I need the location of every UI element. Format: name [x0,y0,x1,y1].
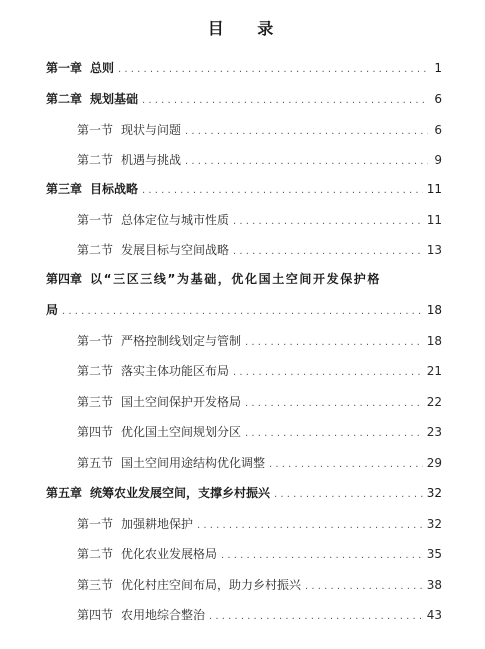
section-title: 优化农业发展格局 [121,547,218,561]
page-number: 21 [426,364,442,378]
page-number: 38 [426,578,442,592]
toc-section-5-3[interactable] [77,577,442,595]
section-title: 加强耕地保护 [121,517,194,531]
dot-leader [269,455,423,473]
toc-section-3-2[interactable] [77,242,442,260]
section-number: 第一节 [77,213,114,227]
page-number: 11 [426,213,442,227]
chapter-number: 第五章 [46,486,83,500]
section-number: 第二节 [77,243,114,257]
toc-section-4-2[interactable] [77,363,442,381]
toc-chapter-1[interactable] [46,60,442,78]
section-title: 严格控制线划定与管制 [121,334,242,348]
section-number: 第一节 [77,123,114,137]
dot-leader [118,60,428,78]
chapter-title: 总则 [90,61,115,75]
page-number: 6 [434,123,442,137]
chapter-title: 以“三区三线”为基础，优化国土空间开发保护格 [90,272,381,286]
section-number: 第四节 [77,608,114,622]
page-number: 43 [426,608,442,622]
dot-leader [245,424,423,442]
dot-leader [305,577,423,595]
toc-chapter-4-line1[interactable] [46,271,442,287]
toc-chapter-3[interactable] [46,181,442,199]
dot-leader [245,394,423,412]
section-number: 第二节 [77,547,114,561]
section-number: 第四节 [77,425,114,439]
page-number: 23 [426,425,442,439]
toc-section-3-1[interactable] [77,212,442,230]
section-title: 机遇与挑战 [121,153,182,167]
chapter-number: 第四章 [46,272,83,286]
section-number: 第一节 [77,517,114,531]
toc-section-5-4[interactable] [77,607,442,625]
page-number: 32 [426,517,442,531]
toc-section-2-1[interactable] [77,122,442,140]
toc-section-2-2[interactable] [77,152,442,170]
section-title: 国土空间用途结构优化调整 [121,456,266,470]
dot-leader [209,607,423,625]
chapter-number: 第二章 [46,92,83,106]
dot-leader [221,546,423,564]
page-number: 6 [434,92,442,106]
chapter-title: 规划基础 [90,92,139,106]
toc-section-5-1[interactable] [77,516,442,534]
section-number: 第二节 [77,153,114,167]
page-number: 18 [426,303,442,317]
page-number: 32 [426,486,442,500]
toc-section-4-3[interactable] [77,394,442,412]
toc-section-4-4[interactable] [77,424,442,442]
dot-leader [62,302,423,320]
dot-leader [142,181,423,199]
section-number: 第二节 [77,364,114,378]
toc-section-4-1[interactable] [77,333,442,351]
section-number: 第五节 [77,456,114,470]
page-number: 35 [426,547,442,561]
section-title: 落实主体功能区布局 [121,364,230,378]
section-title: 总体定位与城市性质 [121,213,230,227]
dot-leader [233,363,423,381]
chapter-number: 第三章 [46,182,83,196]
toc-chapter-4-line2[interactable] [46,302,442,320]
page-number: 13 [426,243,442,257]
section-title: 国土空间保护开发格局 [121,395,242,409]
section-title: 农用地综合整治 [121,608,206,622]
chapter-number: 第一章 [46,61,83,75]
section-title: 优化国土空间规划分区 [121,425,242,439]
dot-leader [245,333,423,351]
section-title: 优化村庄空间布局，助力乡村振兴 [121,578,302,592]
page-number: 11 [426,182,442,196]
section-number: 第三节 [77,578,114,592]
section-number: 第三节 [77,395,114,409]
dot-leader [233,242,423,260]
toc-chapter-2[interactable] [46,91,442,109]
chapter-title-continued: 局 [46,303,59,317]
toc-section-4-5[interactable] [77,455,442,473]
toc-chapter-5[interactable] [46,485,442,503]
dot-leader [142,91,428,109]
toc-section-5-2[interactable] [77,546,442,564]
page-number: 18 [426,334,442,348]
section-number: 第一节 [77,334,114,348]
section-title: 现状与问题 [121,123,182,137]
page-number: 29 [426,456,442,470]
page-number: 9 [434,153,442,167]
dot-leader [233,212,423,230]
dot-leader [185,152,428,170]
chapter-title: 统筹农业发展空间，支撑乡村振兴 [90,486,271,500]
toc-title: 目 录 [207,19,288,38]
dot-leader [185,122,428,140]
section-title: 发展目标与空间战略 [121,243,230,257]
dot-leader [274,485,423,503]
chapter-title: 目标战略 [90,182,139,196]
dot-leader [197,516,423,534]
page-number: 22 [426,395,442,409]
page-number: 1 [434,61,442,75]
